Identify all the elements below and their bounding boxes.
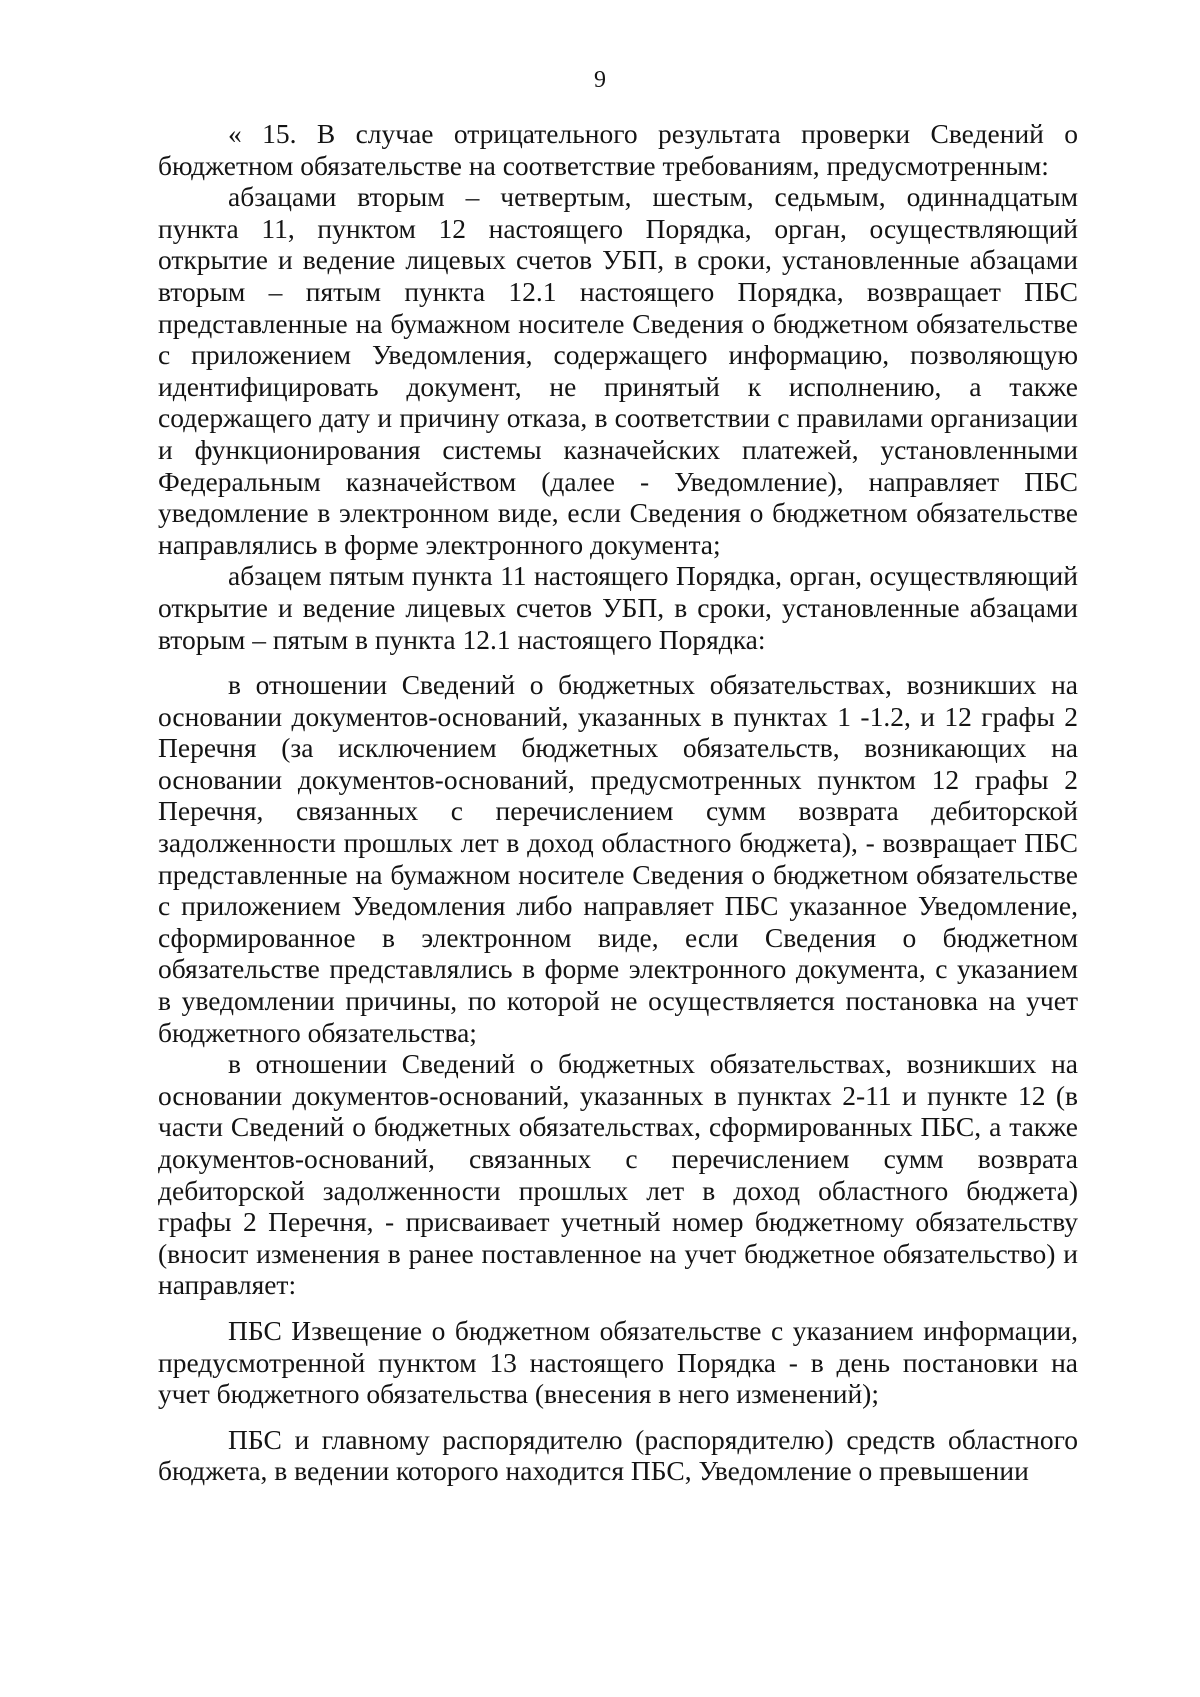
paragraph-fifth-clause: абзацем пятым пункта 11 настоящего Порядка, орган, осуществляющий открытие и ведение лицевых счетов УБП, в сроки, установленные абзацами вторым – пятым в пункта 12.1 настоящего Порядка: [158, 560, 1078, 655]
paragraph-pbs-notice: ПБС Извещение о бюджетном обязательстве с указанием информации, предусмотренной пунктом 13 настоящего Порядка - в день постановки на учет бюджетного обязательства (внесения в него изменений); [158, 1314, 1078, 1410]
document-body [158, 118, 1078, 1487]
paragraph-item-15-intro: « 15. В случае отрицательного результата проверки Сведений о бюджетном обязательстве на соответствие требованиям, предусмотренным: [158, 118, 1078, 181]
page-number: 9 [594, 67, 606, 93]
paragraph-items-2-11: в отношении Сведений о бюджетных обязательствах, возникших на основании документов-оснований, указанных в пунктах 2-11 и пункте 12 (в части Сведений о бюджетных обязательствах, сформированных ПБС, а также документов-оснований, связанных с перечислением сумм возврата дебиторской задолженности прошлых лет в доход областного бюджета) графы 2 Перечня, - присваивает учетный номер бюджетному обязательству (вносит изменения в ранее поставленное на учет бюджетное обязательство) и направляет: [158, 1048, 1078, 1301]
paragraph-items-1-12: в отношении Сведений о бюджетных обязательствах, возникших на основании документов-оснований, указанных в пунктах 1 -1.2, и 12 графы 2 Перечня (за исключением бюджетных обязательств, возникающих на основании документов-оснований, предусмотренных пунктом 12 графы 2 Перечня, связанных с перечислением сумм возврата дебиторской задолженности прошлых лет в доход областного бюджета), - возвращает ПБС представленные на бумажном носителе Сведения о бюджетном обязательстве с приложением Уведомления либо направляет ПБС указанное Уведомление, сформированное в электронном виде, если Сведения о бюджетном обязательстве представлялись в форме электронного документа, с указанием в уведомлении причины, по которой не осуществляется постановка на учет бюджетного обязательства; [158, 669, 1078, 1048]
paragraph-excess-notice: ПБС и главному распорядителю (распорядителю) средств областного бюджета, в ведении которого находится ПБС, Уведомление о превышении [158, 1423, 1078, 1487]
paragraph-return-notice: абзацами вторым – четвертым, шестым, седьмым, одиннадцатым пункта 11, пунктом 12 настоящего Порядка, орган, осуществляющий открытие и ведение лицевых счетов УБП, в сроки, установленные абзацами вторым – пятым пункта 12.1 настоящего Порядка, возвращает ПБС представленные на бумажном носителе Сведения о бюджетном обязательстве с приложением Уведомления, содержащего информацию, позволяющую идентифицировать документ, не принятый к исполнению, а также содержащего дату и причину отказа, в соответствии с правилами организации и функционирования системы казначейских платежей, установленными Федеральным казначейством (далее - Уведомление), направляет ПБС уведомление в электронном виде, если Сведения о бюджетном обязательстве направлялись в форме электронного документа; [158, 181, 1078, 560]
